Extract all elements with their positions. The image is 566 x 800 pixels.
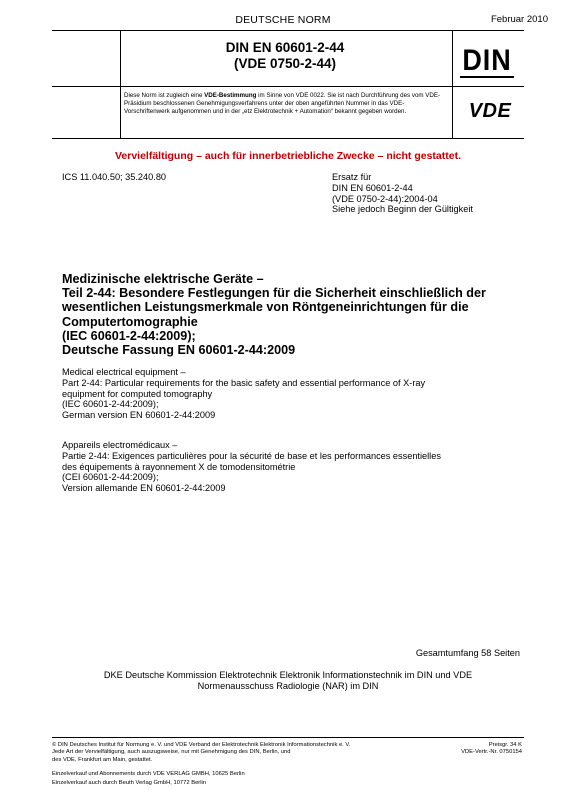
english-title-line: Medical electrical equipment –	[62, 367, 186, 377]
din-logo: DIN	[460, 44, 514, 78]
committee-line: DKE Deutsche Kommission Elektrotechnik Elektronik Informationstechnik im DIN und VDE	[103, 670, 473, 680]
publication-date: Februar 2010	[490, 14, 548, 25]
english-title-line: (IEC 60601-2-44:2009);	[62, 399, 159, 410]
total-pages: Gesamtumfang 58 Seiten	[415, 648, 520, 658]
copyright-line: Jede Art der Vervielfältigung, auch auszugsweise, nur mit Genehmigung des DIN, Berlin, und	[52, 749, 291, 756]
footer-rule	[52, 737, 524, 738]
sales-line: Einzelverkauf auch durch Beuth Verlag GmbH, 10772 Berlin	[52, 780, 207, 787]
ics-code: ICS 11.040.50; 35.240.80	[62, 172, 167, 182]
din-standard-number: DIN EN 60601-2-44	[225, 40, 345, 55]
english-title-line: equipment for computed tomography	[62, 388, 213, 399]
committee-line: Normenausschuss Radiologie (NAR) im DIN	[197, 681, 379, 691]
box-right-rule	[452, 30, 453, 138]
sales-line: Einzelverkauf und Abonnements durch VDE VERLAG GMBH, 10625 Berlin	[52, 771, 245, 777]
price-group: Preisgr. 34 K	[488, 742, 522, 748]
german-title	[62, 272, 522, 357]
supersedes-line: Ersatz für	[332, 172, 372, 182]
vde-regulation-note: Diese Norm ist zugleich eine VDE-Bestimmung im Sinne von VDE 0022. Sie ist nach Durchführung des vom VDE-Präsidium beschlossenen Genehmigungsverfahrens unter der oben angeführten Nummer in das VDE-Vorschriftenwerk aufgenommen und in der „etz Elektrotechnik + Automation“ bekannt gegeben worden.	[124, 92, 441, 116]
vde-sales-number: VDE-Vertr.-Nr. 0750154	[461, 749, 522, 756]
english-title-line: Part 2-44: Particular requirements for the basic safety and essential performance of X-ray	[62, 377, 426, 388]
english-title-line: German version EN 60601-2-44:2009	[62, 410, 216, 421]
box-bottom-rule	[52, 138, 524, 139]
french-title-line: des équipements à rayonnement X de tomodensitométrie	[62, 461, 296, 472]
supersedes-line: Siehe jedoch Beginn der Gültigkeit	[332, 204, 473, 215]
sales-info	[52, 770, 245, 788]
supersedes-line: DIN EN 60601-2-44	[332, 182, 413, 193]
french-title-line: Version allemande EN 60601-2-44:2009	[62, 483, 226, 494]
german-title-line: (IEC 60601-2-44:2009);	[62, 328, 196, 343]
document-type-heading: DEUTSCHE NORM	[235, 14, 331, 26]
vde-logo: VDE	[468, 100, 512, 122]
committee-info	[52, 670, 524, 692]
german-title-line: wesentlichen Leistungsmerkmale von Röntgeneinrichtungen für die	[62, 300, 469, 315]
box-divider-rule	[52, 86, 524, 87]
copyright-notice	[52, 742, 412, 764]
supersedes-line: (VDE 0750-2-44):2004-04	[332, 193, 438, 204]
copyright-line: des VDE, Frankfurt am Main, gestattet.	[52, 756, 153, 763]
german-title-line: Computertomographie	[62, 314, 198, 329]
french-title-line: Partie 2-44: Exigences particulières pour la sécurité de base et les performances essentielles	[62, 450, 441, 461]
header-rule	[52, 30, 524, 31]
german-title-line: Medizinische elektrische Geräte –	[62, 272, 264, 286]
copy-restriction-warning: Vervielfältigung – auch für innerbetriebliche Zwecke – nicht gestattet.	[114, 150, 461, 162]
english-title	[62, 367, 522, 421]
french-title	[62, 440, 522, 494]
french-title-line: (CEI 60601-2-44:2009);	[62, 472, 159, 483]
copyright-line: © DIN Deutsches Institut für Normung e. V. und VDE Verband der Elektrotechnik Elektronik Informationstechnik e. V.	[52, 742, 351, 748]
supersedes-block	[332, 172, 473, 215]
german-title-line: Teil 2-44: Besondere Festlegungen für die Sicherheit einschließlich der	[62, 286, 486, 301]
french-title-line: Appareils electromédicaux –	[62, 440, 178, 450]
german-title-line: Deutsche Fassung EN 60601-2-44:2009	[62, 343, 296, 358]
price-info	[461, 742, 522, 757]
vde-classification-number: (VDE 0750-2-44)	[233, 56, 337, 71]
